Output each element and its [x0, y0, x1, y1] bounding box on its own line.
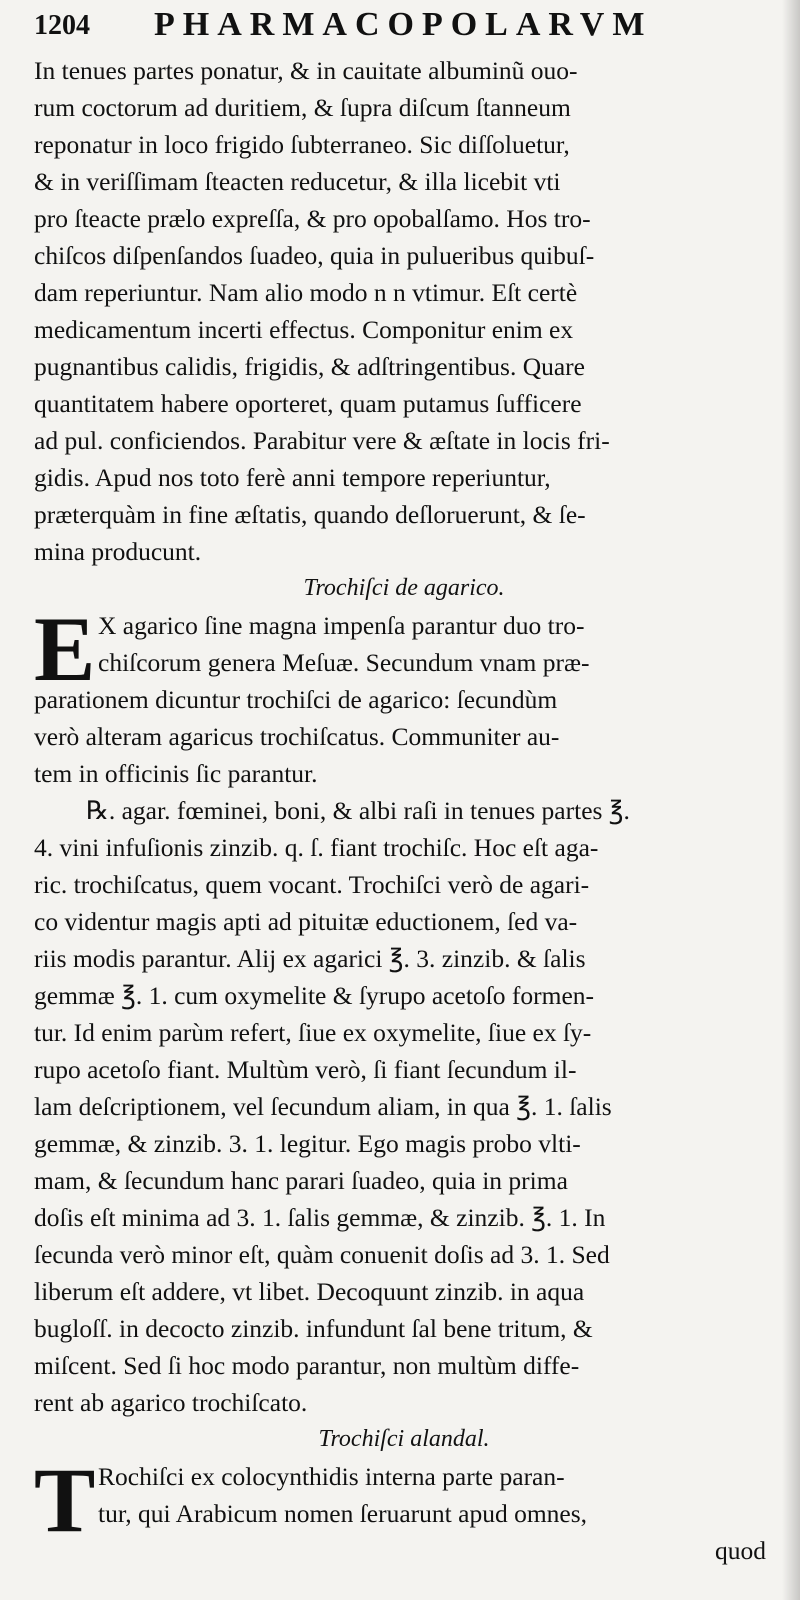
text-line: tem in officinis ſic parantur. — [34, 759, 318, 788]
paragraph-1 — [34, 52, 774, 570]
text-line: riis modis parantur. Alij ex agarici ℥. 3. zinzib. & ſalis — [34, 944, 586, 973]
page-number: 1204 — [34, 10, 90, 41]
text-line: miſcent. Sed ſi hoc modo parantur, non multùm diffe- — [34, 1351, 580, 1380]
text-line: Rochiſci ex colocynthidis interna parte paran- — [98, 1462, 565, 1491]
text-line: tur. Id enim parùm refert, ſiue ex oxymelite, ſiue ex ſy- — [34, 1018, 592, 1047]
text-line: rent ab agarico trochiſcato. — [34, 1388, 308, 1417]
text-line: parationem dicuntur trochiſci de agarico: ſecundùm — [34, 685, 558, 714]
drop-cap: E — [34, 598, 96, 700]
text-line: & in veriſſimam ſteacten reducetur, & illa licebit vti — [34, 167, 561, 196]
text-line: co videntur magis apti ad pituitæ eductionem, ſed va- — [34, 907, 578, 936]
page-header — [34, 4, 754, 48]
section-heading-agarico: Trochiſci de agarico. — [303, 575, 505, 601]
text-line: ℞. agar. fœminei, boni, & albi raſi in tenues partes ℥. — [86, 796, 630, 825]
text-line: ad pul. conficiendos. Parabitur vere & æſtate in locis fri- — [34, 426, 610, 455]
text-line: gidis. Apud nos toto ferè anni tempore reperiuntur, — [34, 463, 551, 492]
page-edge-shadow — [782, 0, 800, 1600]
drop-cap: T — [34, 1449, 96, 1551]
text-line: gemmæ, & zinzib. 3. 1. legitur. Ego magis probo vlti- — [34, 1129, 581, 1158]
text-line: doſis eſt minima ad 3. 1. ſalis gemmæ, & zinzib. ℥. 1. In — [34, 1203, 606, 1232]
text-line: dam reperiuntur. Nam alio modo n n vtimur. Eſt certè — [34, 278, 578, 307]
text-line: pro ſteacte prælo expreſſa, & pro opobalſamo. Hos tro- — [34, 204, 591, 233]
text-line: ſecunda verò minor eſt, quàm conuenit doſis ad 3. 1. Sed — [34, 1240, 610, 1269]
text-line: præterquàm in fine æſtatis, quando deſloruerunt, & ſe- — [34, 500, 586, 529]
text-line: reponatur in loco frigido ſubterraneo. Sic diſſoluetur, — [34, 130, 570, 159]
text-line: chiſcorum genera Meſuæ. Secundum vnam præ- — [98, 648, 590, 677]
text-line: mina producunt. — [34, 537, 202, 566]
text-line: verò alteram agaricus trochiſcatus. Communiter au- — [34, 722, 560, 751]
text-line: rupo acetoſo fiant. Multùm verò, ſi fiant ſecundum il- — [34, 1055, 577, 1084]
text-line: gemmæ ℥. 1. cum oxymelite & ſyrupo acetoſo formen- — [34, 981, 595, 1010]
text-line: rum coctorum ad duritiem, & ſupra diſcum ſtanneum — [34, 93, 571, 122]
text-line: quantitatem habere oporteret, quam putamus ſufficere — [34, 389, 582, 418]
paragraph-2 — [34, 598, 774, 792]
text-block — [34, 52, 774, 1569]
text-line: tur, qui Arabicum nomen ſeruarunt apud omnes, — [98, 1499, 588, 1528]
text-line: chiſcos diſpenſandos ſuadeo, quia in pulueribus quibuſ- — [34, 241, 595, 270]
text-line: 4. vini infuſionis zinzib. q. ſ. fiant trochiſc. Hoc eſt aga- — [34, 833, 599, 862]
running-title: PHARMACOPOLARVM — [154, 6, 653, 43]
text-line: mam, & ſecundum hanc parari ſuadeo, quia in prima — [34, 1166, 568, 1195]
text-line: pugnantibus calidis, frigidis, & adſtringentibus. Quare — [34, 352, 585, 381]
section-heading-alandal: Trochiſci alandal. — [318, 1426, 490, 1452]
text-line: ric. trochiſcatus, quem vocant. Trochiſci verò de agari- — [34, 870, 590, 899]
text-line: In tenues partes ponatur, & in cauitate albuminũ ouo- — [34, 56, 578, 85]
text-line: bugloſſ. in decocto zinzib. infundunt ſal bene tritum, & — [34, 1314, 593, 1343]
paragraph-3 — [34, 792, 774, 1421]
catchword: quod — [715, 1536, 766, 1565]
text-line: X agarico ſine magna impenſa parantur duo tro- — [98, 611, 585, 640]
text-line: lam deſcriptionem, vel ſecundum aliam, in qua ℥. 1. ſalis — [34, 1092, 612, 1121]
text-line: medicamentum incerti effectus. Componitur enim ex — [34, 315, 574, 344]
text-line: liberum eſt addere, vt libet. Decoquunt zinzib. in aqua — [34, 1277, 585, 1306]
